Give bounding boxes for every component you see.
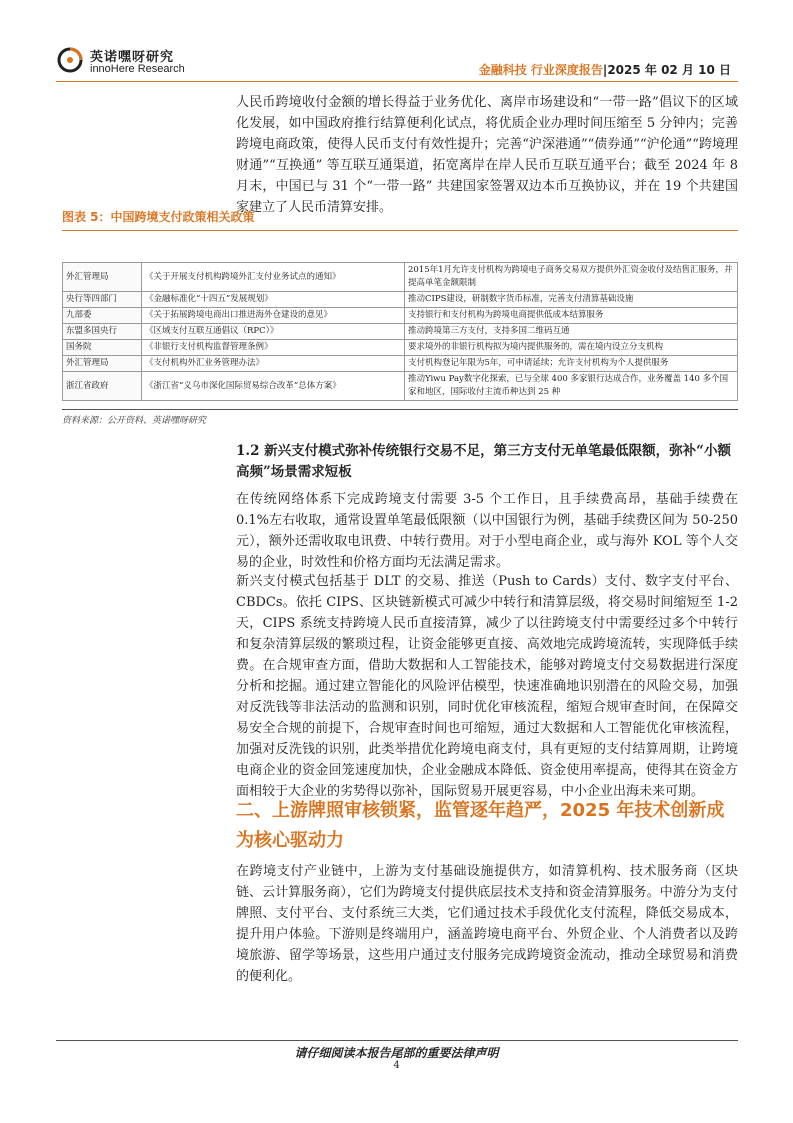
footer-divider (56, 1040, 738, 1041)
content-cell: 推动Yiwu Pay数字化探索，已与全球 400 多家银行达成合作，业务覆盖 140 多个国家和地区，国际收付主流币种达到 25 种 (405, 372, 738, 401)
subsection-heading: 1.2 新兴支付模式弥补传统银行交易不足，第三方支付无单笔最低限额，弥补“小额高频”场景需求短板 (236, 443, 731, 480)
figure-source: 资料来源：公开资料、英诺嘿呀研究 (62, 416, 207, 426)
logo-chinese-name: 英诺嘿呀研究 (90, 50, 175, 65)
table-row (63, 372, 738, 401)
report-category: 金融科技 行业深度报告 (478, 63, 603, 77)
table-row (63, 324, 738, 340)
section-title: 二、上游牌照审核锁紧，监管逐年趋严，2025 年技术创新成为核心驱动力 (236, 800, 725, 851)
page-number: 4 (393, 1060, 400, 1071)
policy-cell: 《关于拓展跨境电商出口推进海外仓建设的意见》 (142, 308, 405, 324)
content-cell: 支付机构登记年限为5年，可申请延续；允许支付机构为个人提供服务 (405, 356, 738, 372)
policy-cell: 《非银行支付机构监督管理条例》 (142, 340, 405, 356)
policy-cell: 《区域支付互联互通倡议（RPC）》 (142, 324, 405, 340)
policy-cell: 《金融标准化“十四五”发展规划》 (142, 292, 405, 308)
header-divider (56, 81, 738, 82)
company-logo (56, 44, 196, 80)
header-separator: | (602, 63, 608, 77)
body-paragraph-2: 在传统网络体系下完成跨境支付需要 3-5 个工作日，且手续费高昂，基础手续费在 0.1%左右收取，通常设置单笔最低限额（以中国银行为例，基础手续费区间为 50-250 元），额外还需收取电讯费、中转行费用。对于小型电商企业，或与海外 KOL 等个人交易的企业，时效性和价格方面均无法满足需求。 (236, 492, 738, 570)
report-header-info (479, 61, 731, 78)
agency-cell: 外汇管理局 (63, 263, 142, 292)
content-cell: 2015年1月允许支付机构为跨境电子商务交易双方提供外汇资金收付及结售汇服务，并提高单笔金额限制 (405, 263, 738, 292)
table-row (63, 263, 738, 292)
agency-cell: 国务院 (63, 340, 142, 356)
table-row (63, 340, 738, 356)
content-cell: 推动跨境第三方支付，支持多国二维码互通 (405, 324, 738, 340)
agency-cell: 浙江省政府 (63, 372, 142, 401)
intro-paragraph: 人民币跨境收付金额的增长得益于业务优化、离岸市场建设和“一带一路”倡议下的区域化发展，如中国政府推行结算便利化试点，将优质企业办理时间压缩至 5 分钟内；完善跨境电商政策，使得人民币支付有效性提升；完善“沪深港通”“债券通”“沪伦通”“跨境理财通”“互换通” 等互联互通渠道，拓宽离岸在岸人民币互联互通平台；截至 2024 年 8 月末，中国已与 31 个“一带一路” 共建国家签署双边本币互换协议，并在 19 个共建国家建立了人民币清算安排。 (236, 95, 738, 215)
legal-disclaimer: 请仔细阅读本报告尾部的重要法律声明 (294, 1046, 499, 1060)
policy-cell: 《支付机构外汇业务管理办法》 (142, 356, 405, 372)
table-row (63, 308, 738, 324)
policy-table (62, 262, 738, 401)
table-row (63, 292, 738, 308)
logo-mark-icon (56, 46, 84, 74)
agency-cell: 九部委 (63, 308, 142, 324)
policy-cell: 《关于开展支付机构跨境外汇支付业务试点的通知》 (142, 263, 405, 292)
agency-cell: 东盟多国央行 (63, 324, 142, 340)
body-paragraph-3: 新兴支付模式包括基于 DLT 的交易、推送（Push to Cards）支付、数字支付平台、CBDCs。依托 CIPS、区块链新模式可减少中转行和清算层级，将交易时间缩短至 1-2 天，CIPS 系统支持跨境人民币直接清算，减少了以往跨境支付中需要经过多个中转行和复杂清算层级的繁琐过程，让资金能够更直接、高效地完成跨境流转，实现降低手续费。在合规审查方面，借助大数据和人工智能技术，能够对跨境支付交易数据进行深度分析和挖掘。通过建立智能化的风险评估模型，快速准确地识别潜在的风险交易，加强对反洗钱等非法活动的监测和识别，同时优化审核流程，缩短合规审查时间，在保障交易安全合规的前提下，合规审查时间也可缩短，通过大数据和人工智能优化审核流程，加强对反洗钱的识别，此类举措优化跨境电商支付，具有更短的支付结算周期，让跨境电商企业的资金回笼速度加快，企业金融成本降低、资金使用率提高，使得其在资金方面相较于大企业的劣势得以弥补，国际贸易开展更容易，中小企业出海未来可期。 (236, 574, 738, 799)
source-divider (62, 409, 738, 410)
content-cell: 推动CIPS建设，研制数字货币标准，完善支付清算基础设施 (405, 292, 738, 308)
figure-title-divider (62, 230, 738, 231)
logo-english-name: innoHere Research (90, 63, 185, 75)
agency-cell: 外汇管理局 (63, 356, 142, 372)
content-cell: 支持银行和支付机构为跨境电商提供低成本结算服务 (405, 308, 738, 324)
agency-cell: 央行等四部门 (63, 292, 142, 308)
table-row (63, 356, 738, 372)
report-date: 2025 年 02 月 10 日 (607, 63, 731, 77)
figure-title: 图表 5：中国跨境支付政策相关政策 (62, 210, 255, 224)
policy-cell: 《浙江省“义乌市深化国际贸易综合改革”总体方案》 (142, 372, 405, 401)
body-paragraph-4: 在跨境支付产业链中，上游为支付基础设施提供方，如清算机构、技术服务商（区块链、云计算服务商），它们为跨境支付提供底层技术支持和资金清算服务。中游分为支付牌照、支付平台、支付系统三大类，它们通过技术手段优化支付流程，降低交易成本，提升用户体验。下游则是终端用户，涵盖跨境电商平台、外贸企业、个人消费者以及跨境旅游、留学等场景，这些用户通过支付服务完成跨境资金流动，推动全球贸易和消费的便利化。 (236, 864, 738, 984)
content-cell: 要求境外的非银行机构拟为境内提供服务的，需在境内设立分支机构 (405, 340, 738, 356)
